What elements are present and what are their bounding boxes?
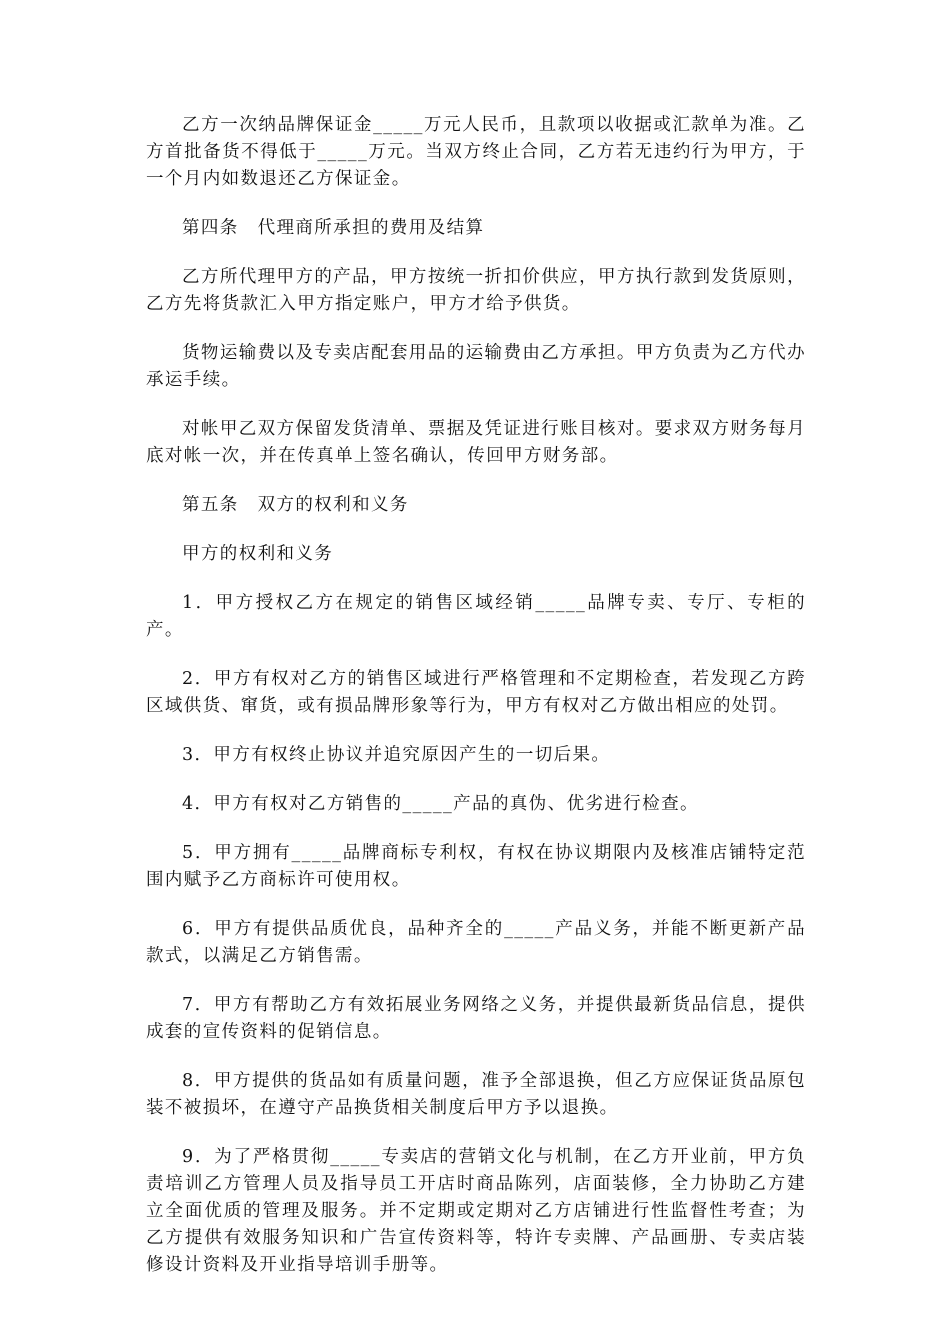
clause-6: 6．甲方有提供品质优良，品种齐全的_____产品义务，并能不断更新产品款式，以满足乙方销售需。: [146, 919, 806, 966]
clause-3: 3．甲方有权终止协议并追究原因产生的一切后果。: [182, 745, 611, 765]
document-body: [146, 112, 806, 1301]
clause-2: 2．甲方有权对乙方的销售区域进行严格管理和不定期检查，若发现乙方跨区域供货、窜货，或有损品牌形象等行为，甲方有权对乙方做出相应的处罚。: [146, 669, 806, 716]
clause-8: 8．甲方提供的货品如有质量问题，准予全部退换，但乙方应保证货品原包装不被损坏，在遵守产品换货相关制度后甲方予以退换。: [146, 1071, 806, 1118]
paragraph-deposit: 乙方一次纳品牌保证金_____万元人民币，且款项以收据或汇款单为准。乙方首批备货不得低于_____万元。当双方终止合同，乙方若无违约行为甲方，于一个月内如数退还乙方保证金。: [146, 115, 806, 189]
paragraph-shipping: 货物运输费以及专卖店配套用品的运输费由乙方承担。甲方负责为乙方代办承运手续。: [146, 343, 806, 390]
clause-9: 9．为了严格贯彻_____专卖店的营销文化与机制，在乙方开业前，甲方负责培训乙方管理人员及指导员工开店时商品陈列，店面装修，全力协助乙方建立全面优质的管理及服务。并不定期或定期对乙方店铺进行性监督性考查；为乙方提供有效服务知识和广告宣传资料等，特许专卖牌、产品画册、专卖店装修设计资料及开业指导培训手册等。: [146, 1147, 806, 1275]
paragraph-reconciliation: 对帐甲乙双方保留发货清单、票据及凭证进行账目核对。要求双方财务每月底对帐一次，并在传真单上签名确认，传回甲方财务部。: [146, 419, 806, 466]
party-a-subheading: 甲方的权利和义务: [182, 544, 334, 564]
clause-7: 7．甲方有帮助乙方有效拓展业务网络之义务，并提供最新货品信息，提供成套的宣传资料的促销信息。: [146, 995, 806, 1042]
paragraph-pricing: 乙方所代理甲方的产品，甲方按统一折扣价供应，甲方执行款到发货原则，乙方先将货款汇入甲方指定账户，甲方才给予供货。: [146, 267, 806, 314]
article-4-heading: 第四条 代理商所承担的费用及结算: [182, 218, 485, 238]
clause-1: 1．甲方授权乙方在规定的销售区域经销_____品牌专卖、专厅、专柜的产。: [146, 593, 806, 640]
clause-5: 5．甲方拥有_____品牌商标专利权，有权在协议期限内及核准店铺特定范围内赋予乙方商标许可使用权。: [146, 843, 806, 890]
article-5-heading: 第五条 双方的权利和义务: [182, 495, 409, 515]
clause-4: 4．甲方有权对乙方销售的_____产品的真伪、优劣进行检查。: [182, 794, 699, 814]
